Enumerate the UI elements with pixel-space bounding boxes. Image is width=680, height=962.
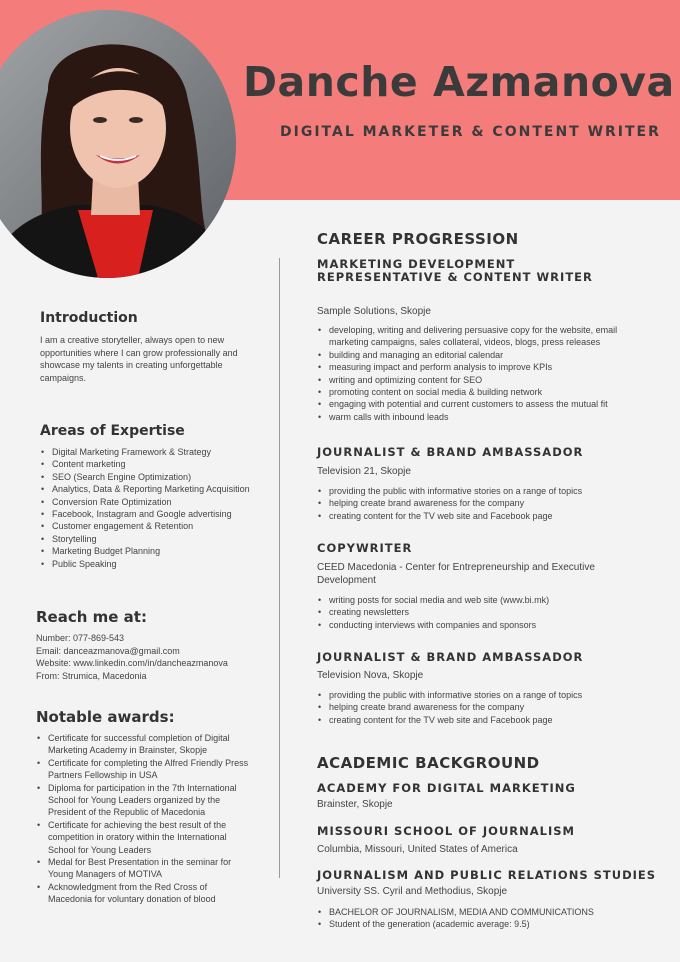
introduction-text: I am a creative storyteller, always open to new opportunities where I can grow professionally and showcase my talents in creating unforgettable campaigns. (40, 335, 238, 383)
list-item: • creating content for the TV web site and Facebook page (317, 510, 647, 522)
list-item: • creating newsletters (317, 606, 647, 618)
list-item: • BACHELOR OF JOURNALISM, MEDIA AND COMMUNICATIONS (317, 906, 647, 918)
person-name: Danche Azmanova (243, 58, 675, 106)
school-place: Brainster, Skopje (317, 799, 393, 810)
job-role: JOURNALIST & BRAND AMBASSADOR (317, 650, 584, 664)
list-item: • promoting content on social media & building network (317, 386, 647, 398)
job-bullets (317, 324, 647, 423)
job-company: Sample Solutions, Skopje (317, 306, 431, 317)
awards-heading: Notable awards: (36, 708, 175, 726)
contact-email[interactable]: Email: danceazmanova@gmail.com (36, 645, 180, 656)
list-item: • Medal for Best Presentation in the seminar for Young Managers of MOTIVA (36, 856, 251, 881)
list-item: • warm calls with inbound leads (317, 411, 647, 423)
school-place: Columbia, Missouri, United States of America (317, 844, 518, 855)
list-item: • providing the public with informative stories on a range of topics (317, 689, 647, 701)
list-item: • conducting interviews with companies and sponsors (317, 619, 647, 631)
list-item: • Certificate for achieving the best result of the competition in oratory within the International School for Young Leaders (36, 819, 251, 856)
contact-number: Number: 077-869-543 (36, 633, 125, 643)
list-item: • Customer engagement & Retention (40, 520, 255, 532)
school-place: University SS. Cyril and Methodius, Skopje (317, 886, 508, 897)
list-item: • Content marketing (40, 458, 255, 470)
list-item: • helping create brand awareness for the company (317, 701, 647, 713)
list-item: • SEO (Search Engine Optimization) (40, 471, 255, 483)
job-bullets (317, 594, 647, 631)
list-item: • writing and optimizing content for SEO (317, 374, 647, 386)
contact-website[interactable]: Website: www.linkedin.com/in/dancheazmanova (36, 658, 228, 668)
list-item: • Analytics, Data & Reporting Marketing Acquisition (40, 483, 255, 495)
list-item: • Marketing Budget Planning (40, 545, 255, 557)
career-heading: CAREER PROGRESSION (317, 230, 519, 248)
contact-location: From: Strumica, Macedonia (36, 670, 147, 681)
contact-block (36, 632, 266, 682)
introduction-heading: Introduction (40, 310, 138, 326)
list-item: • Student of the generation (academic average: 9.5) (317, 918, 647, 930)
list-item: • helping create brand awareness for the company (317, 497, 647, 509)
list-item: • measuring impact and perform analysis to improve KPIs (317, 361, 647, 373)
list-item: • Conversion Rate Optimization (40, 496, 255, 508)
column-divider (279, 258, 280, 878)
school-bullets (317, 906, 647, 931)
list-item: • Certificate for successful completion of Digital Marketing Academy in Brainster, Skopje (36, 732, 251, 757)
list-item: • Certificate for completing the Alfred Friendly Press Partners Fellowship in USA (36, 757, 251, 782)
list-item: • Diploma for participation in the 7th International School for Young Leaders organized by the President of the Republic of Macedonia (36, 782, 251, 819)
job-company: CEED Macedonia - Center for Entrepreneurship and Executive Development (317, 562, 595, 586)
list-item: • Acknowledgment from the Red Cross of Macedonia for voluntary donation of blood (36, 881, 251, 906)
list-item: • Public Speaking (40, 558, 255, 570)
job-role: COPYWRITER (317, 541, 413, 555)
job-bullets (317, 485, 647, 522)
job-role: MARKETING DEVELOPMENT REPRESENTATIVE & CONTENT WRITER (317, 257, 593, 284)
school-name: MISSOURI SCHOOL OF JOURNALISM (317, 824, 575, 838)
expertise-heading: Areas of Expertise (40, 423, 185, 439)
school-name: JOURNALISM AND PUBLIC RELATIONS STUDIES (317, 868, 657, 882)
academic-heading: ACADEMIC BACKGROUND (317, 754, 540, 772)
job-title: DIGITAL MARKETER & CONTENT WRITER (280, 124, 661, 140)
list-item: • creating content for the TV web site and Facebook page (317, 714, 647, 726)
list-item: • Facebook, Instagram and Google advertising (40, 508, 255, 520)
contact-heading: Reach me at: (36, 608, 147, 626)
list-item: • Digital Marketing Framework & Strategy (40, 446, 255, 458)
job-bullets (317, 689, 647, 726)
job-company: Television Nova, Skopje (317, 670, 424, 681)
awards-list (36, 732, 251, 906)
list-item: • developing, writing and delivering persuasive copy for the website, email marketing campaigns, sales collateral, videos, blogs, press releases (317, 324, 647, 349)
list-item: • Storytelling (40, 533, 255, 545)
job-company: Television 21, Skopje (317, 466, 411, 477)
list-item: • writing posts for social media and web site (www.bi.mk) (317, 594, 647, 606)
school-name: ACADEMY FOR DIGITAL MARKETING (317, 781, 576, 795)
job-role: JOURNALIST & BRAND AMBASSADOR (317, 445, 584, 459)
expertise-list (40, 446, 255, 570)
list-item: • building and managing an editorial calendar (317, 349, 647, 361)
list-item: • engaging with potential and current customers to assess the mutual fit (317, 398, 647, 410)
list-item: • providing the public with informative stories on a range of topics (317, 485, 647, 497)
